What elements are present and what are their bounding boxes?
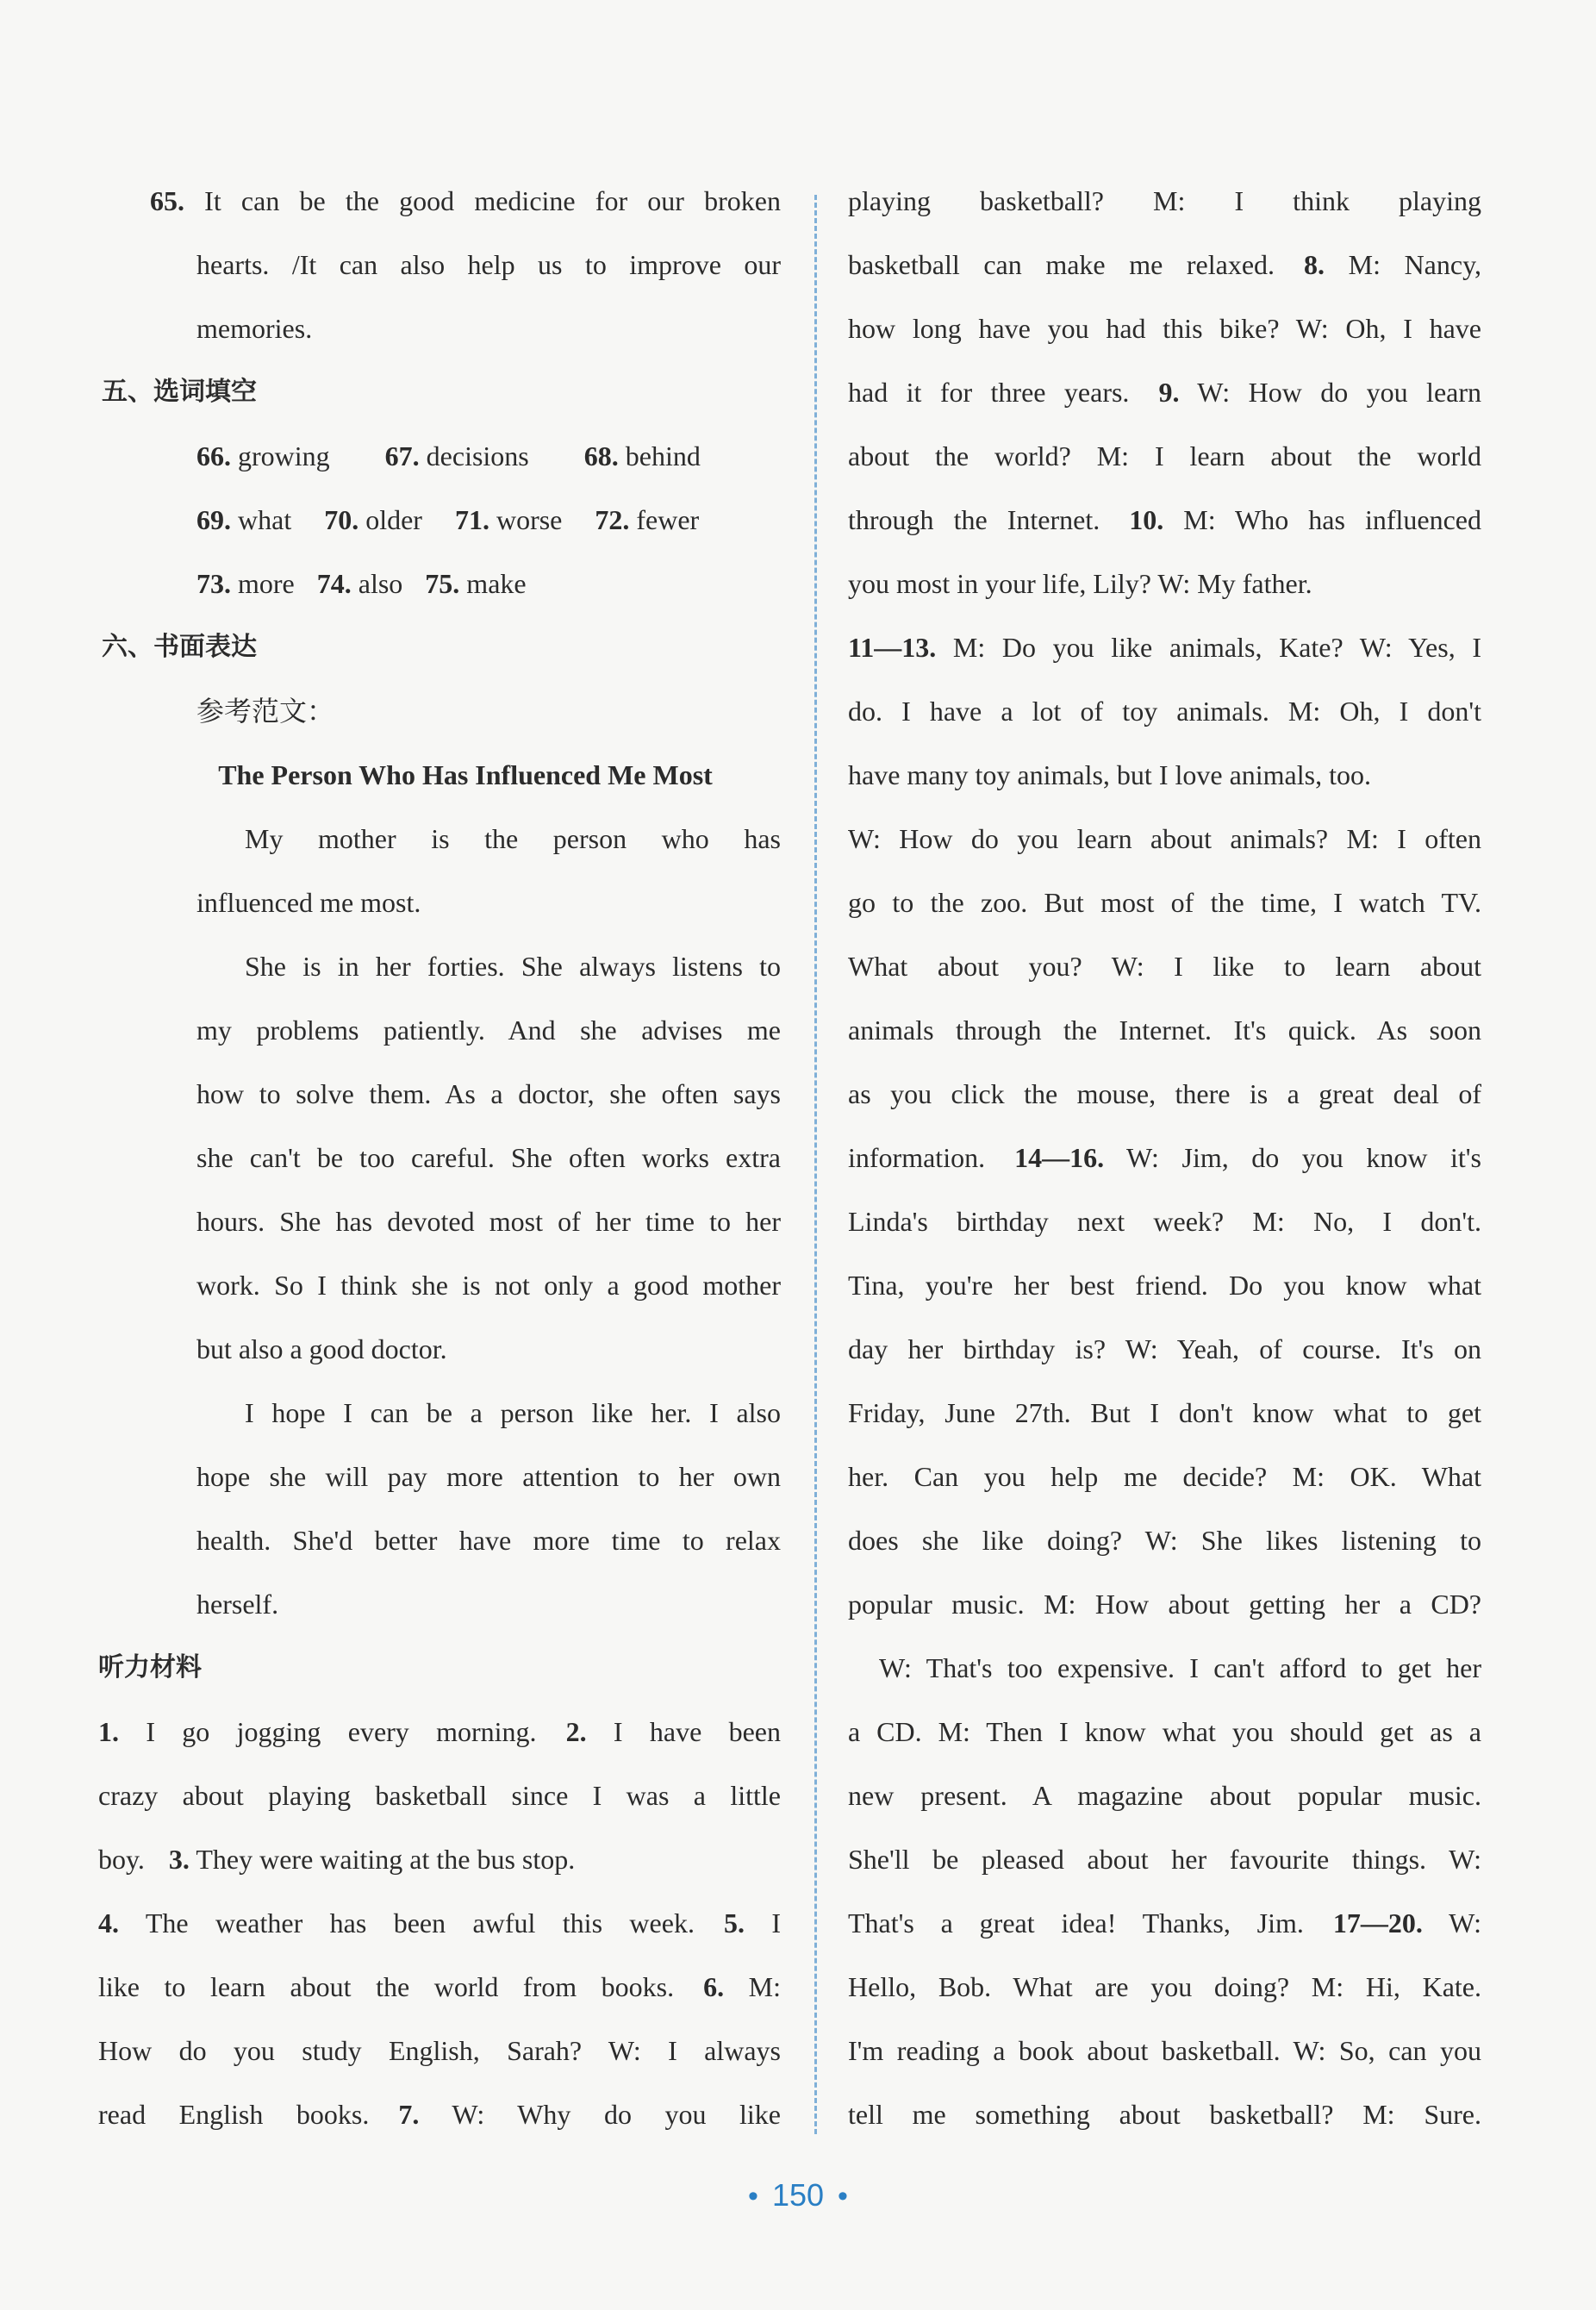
line-text: It can be the good medicine for our broken [184,185,781,216]
line-text: hours. She has devoted most of her time to her [196,1206,781,1237]
line-text: How do you study English, Sarah? W: I always [98,2035,781,2066]
line-text: playing basketball? M: I think playing [848,185,1481,216]
item-number: 4. [98,1907,119,1939]
right-column-line [848,1572,1481,1636]
line-text: 听力材料 [98,1652,202,1683]
left-column-line [98,1827,781,1891]
line-text: health. She'd better have more time to relax [196,1525,781,1556]
right-column-line [848,1891,1481,1955]
line-segment [848,504,1100,535]
line-segment [1158,377,1481,408]
line-segment [455,504,562,535]
line-text: The Person Who Has Influenced Me Most [218,759,713,790]
left-column-line [150,1317,781,1381]
line-segment [1129,504,1481,535]
line-text: 参考范文： [196,696,335,727]
line-text: does she like doing? W: She likes listening to [848,1525,1481,1556]
item-text: information. [848,1142,986,1173]
right-column-line [848,1317,1481,1381]
line-segment [1014,1142,1481,1173]
item-text: W: How do you learn [1179,377,1481,408]
dot-left: • [748,2180,758,2213]
right-column-line [848,871,1481,934]
line-text: have many toy animals, but I love animals, too. [848,759,1371,790]
right-column-line [848,998,1481,1062]
line-text: Linda's birthday next week? M: No, I don't. [848,1206,1481,1237]
line-segment [724,1907,781,1939]
item-text: also [351,568,403,599]
line-segment [703,1971,781,2002]
line-text: She is in her forties. She always listens to [245,951,781,982]
right-column-line [848,488,1481,552]
left-column-line [150,1381,781,1445]
item-number: 5. [723,1907,745,1939]
line-text: she can't be too careful. She often works extra [196,1142,781,1173]
right-column-line [848,743,1481,807]
line-text: herself. [196,1589,279,1620]
right-column-line [848,1508,1481,1572]
left-column-line [150,233,781,297]
item-number: 14—16. [1014,1142,1105,1173]
item-number: 10. [1129,504,1164,535]
right-column-line [848,807,1481,871]
line-text: as you click the mouse, there is a great deal of [848,1078,1481,1109]
right-column-line [848,552,1481,615]
section-heading [102,360,781,424]
item-text: W: Why do you like [419,2099,781,2130]
item-number: 69. [196,504,231,535]
right-column-line [848,1381,1481,1445]
line-text: W: That's too expensive. I can't afford to get her [879,1652,1481,1683]
left-column-line [98,1955,781,2019]
item-text: had it for three years. [848,377,1130,408]
left-column-line [150,1253,781,1317]
left-column-line [150,871,781,934]
left-column-line [98,2082,781,2146]
item-text: read English books. [98,2099,370,2130]
item-text: basketball can make me relaxed. [848,249,1275,280]
right-column-line [848,1062,1481,1126]
item-number: 68. [583,440,619,471]
line-text: hearts. /It can also help us to improve our [196,249,781,280]
item-number: 75. [425,568,460,599]
line-text: my problems patiently. And she advises me [196,1015,781,1046]
line-text: memories. [196,313,313,344]
item-number: 67. [384,440,420,471]
line-segment [98,1907,695,1939]
line-text: do. I have a lot of toy animals. M: Oh, I don't [848,696,1481,727]
line-text: What about you? W: I like to learn about [848,951,1481,982]
right-column-line [848,934,1481,998]
line-segment [196,504,291,535]
item-text: decisions [419,440,529,471]
item-text: worse [489,504,563,535]
line-segment [317,568,403,599]
line-segment [848,377,1129,408]
line-segment [425,568,526,599]
item-text: behind [618,440,701,471]
item-text: W: Jim, do you know it's [1104,1142,1481,1173]
item-text: The weather has been awful this week. [119,1907,695,1939]
line-segment [848,249,1275,280]
line-segment [98,2099,369,2130]
line-text: Friday, June 27th. But I don't know what to get [848,1397,1481,1428]
item-number: 11—13. [848,632,937,663]
left-column-line [98,1764,781,1827]
line-segment [196,568,295,599]
item-text: M: Do you like animals, Kate? W: Yes, I [936,632,1481,663]
item-text: M: Nancy, [1325,249,1481,280]
item-text: I [744,1907,781,1939]
item-text: what [231,504,292,535]
right-column-line [848,360,1481,424]
left-column-line [150,1508,781,1572]
line-text: go to the zoo. But most of the time, I watch TV. [848,887,1481,918]
left-column-line [98,1700,781,1764]
item-text: I go jogging every morning. [119,1716,537,1747]
item-text: I have been [586,1716,781,1747]
line-segment [398,2099,781,2130]
right-column-line [848,297,1481,360]
item-text: fewer [629,504,700,535]
item-number: 65. [150,185,184,216]
right-column-line [848,1445,1481,1508]
item-text: through the Internet. [848,504,1100,535]
line-text: day her birthday is? W: Yeah, of course. It's on [848,1333,1481,1364]
left-column-line [150,424,781,488]
left-column-line [150,552,781,615]
item-text: like to learn about the world from books. [98,1971,675,2002]
line-text: tell me something about basketball? M: Sure. [848,2099,1481,2130]
line-text: hope she will pay more attention to her own [196,1461,781,1492]
section-heading [102,615,781,679]
line-text: 六、书面表达 [102,632,257,662]
item-text: growing [231,440,330,471]
left-column-line [150,934,781,998]
item-text: That's a great idea! Thanks, Jim. [848,1907,1304,1939]
item-number: 70. [324,504,359,535]
left-column-line [150,998,781,1062]
right-column-line [848,169,1481,233]
item-number: 71. [454,504,489,535]
item-number: 73. [196,568,231,599]
left-column-line [98,1891,781,1955]
line-text: Tina, you're her best friend. Do you know what [848,1270,1481,1301]
item-number: 7. [398,2099,420,2130]
right-column-line [848,424,1481,488]
item-number: 6. [703,1971,725,2002]
line-text: a CD. M: Then I know what you should get as a [848,1716,1481,1747]
right-column-line [848,1253,1481,1317]
right-column-line [848,615,1481,679]
item-number: 2. [565,1716,587,1747]
line-segment [595,504,699,535]
line-text: new present. A magazine about popular music. [848,1780,1481,1811]
line-segment [169,1844,575,1875]
right-column-line [848,233,1481,297]
right-column-line [848,1827,1481,1891]
page-number [0,2177,1596,2213]
item-text: W: [1422,1907,1481,1939]
page-number-value: 150 [771,2177,825,2213]
line-segment [385,440,529,471]
line-segment [196,440,330,471]
right-column-line [848,1189,1481,1253]
line-text: about the world? M: I learn about the world [848,440,1481,471]
line-segment [848,1142,985,1173]
left-column-line [150,297,781,360]
left-column [98,169,781,2146]
item-number: 8. [1304,249,1325,280]
item-number: 17—20. [1332,1907,1423,1939]
line-text: animals through the Internet. It's quick. As soon [848,1015,1481,1046]
column-divider [814,195,817,2134]
line-text: you most in your life, Lily? W: My father. [848,568,1312,599]
item-text: older [358,504,422,535]
right-column-line [848,2019,1481,2082]
item-number: 3. [168,1844,190,1875]
item-number: 1. [98,1716,119,1747]
item-text: They were waiting at the bus stop. [189,1844,576,1875]
line-text: Hello, Bob. What are you doing? M: Hi, Kate. [848,1971,1481,2002]
line-segment [98,1716,537,1747]
line-segment [98,1971,674,2002]
section-heading [98,1636,781,1700]
right-column [848,169,1481,2146]
line-text: She'll be pleased about her favourite things. W: [848,1844,1481,1875]
line-segment [324,504,422,535]
right-column-line [848,1764,1481,1827]
line-text: 五、选词填空 [102,377,257,407]
line-text: popular music. M: How about getting her a CD? [848,1589,1481,1620]
line-segment [1333,1907,1481,1939]
essay-title [150,743,781,807]
line-text: how long have you had this bike? W: Oh, I have [848,313,1481,344]
line-segment [98,1844,145,1875]
item-text: make [459,568,527,599]
right-column-line [848,1700,1481,1764]
left-column-line [150,1189,781,1253]
line-text: crazy about playing basketball since I was a little [98,1780,781,1811]
dot-right: • [838,2180,848,2213]
line-text: but also a good doctor. [196,1333,447,1364]
item-number: 9. [1158,377,1180,408]
left-column-line [150,169,781,233]
line-segment [566,1716,781,1747]
right-column-line [848,1126,1481,1189]
line-segment [584,440,701,471]
line-text: I hope I can be a person like her. I also [245,1397,781,1428]
item-text: more [231,568,295,599]
item-number: 72. [595,504,630,535]
item-number: 66. [196,440,231,471]
left-column-line [150,807,781,871]
right-column-line [848,679,1481,743]
left-column-line [150,1062,781,1126]
line-segment [1304,249,1481,280]
line-segment [848,1907,1304,1939]
left-column-line [150,1126,781,1189]
line-text: her. Can you help me decide? M: OK. What [848,1461,1481,1492]
left-column-line [150,488,781,552]
line-text: how to solve them. As a doctor, she often says [196,1078,781,1109]
line-text: My mother is the person who has [245,823,781,854]
line-segment [848,632,1481,663]
item-number: 74. [316,568,352,599]
item-text: M: Who has influenced [1163,504,1481,535]
right-column-line [848,1636,1481,1700]
right-column-line [848,1955,1481,2019]
left-column-line [150,1572,781,1636]
item-text: M: [724,1971,781,2002]
line-text: influenced me most. [196,887,421,918]
item-text: boy. [98,1844,145,1875]
line-text: I'm reading a book about basketball. W: So, can you [848,2035,1481,2066]
line-text: W: How do you learn about animals? M: I often [848,823,1481,854]
right-column-line [848,2082,1481,2146]
left-column-line [150,679,781,743]
left-column-line [150,1445,781,1508]
line-text: work. So I think she is not only a good mother [196,1270,781,1301]
left-column-line [98,2019,781,2082]
